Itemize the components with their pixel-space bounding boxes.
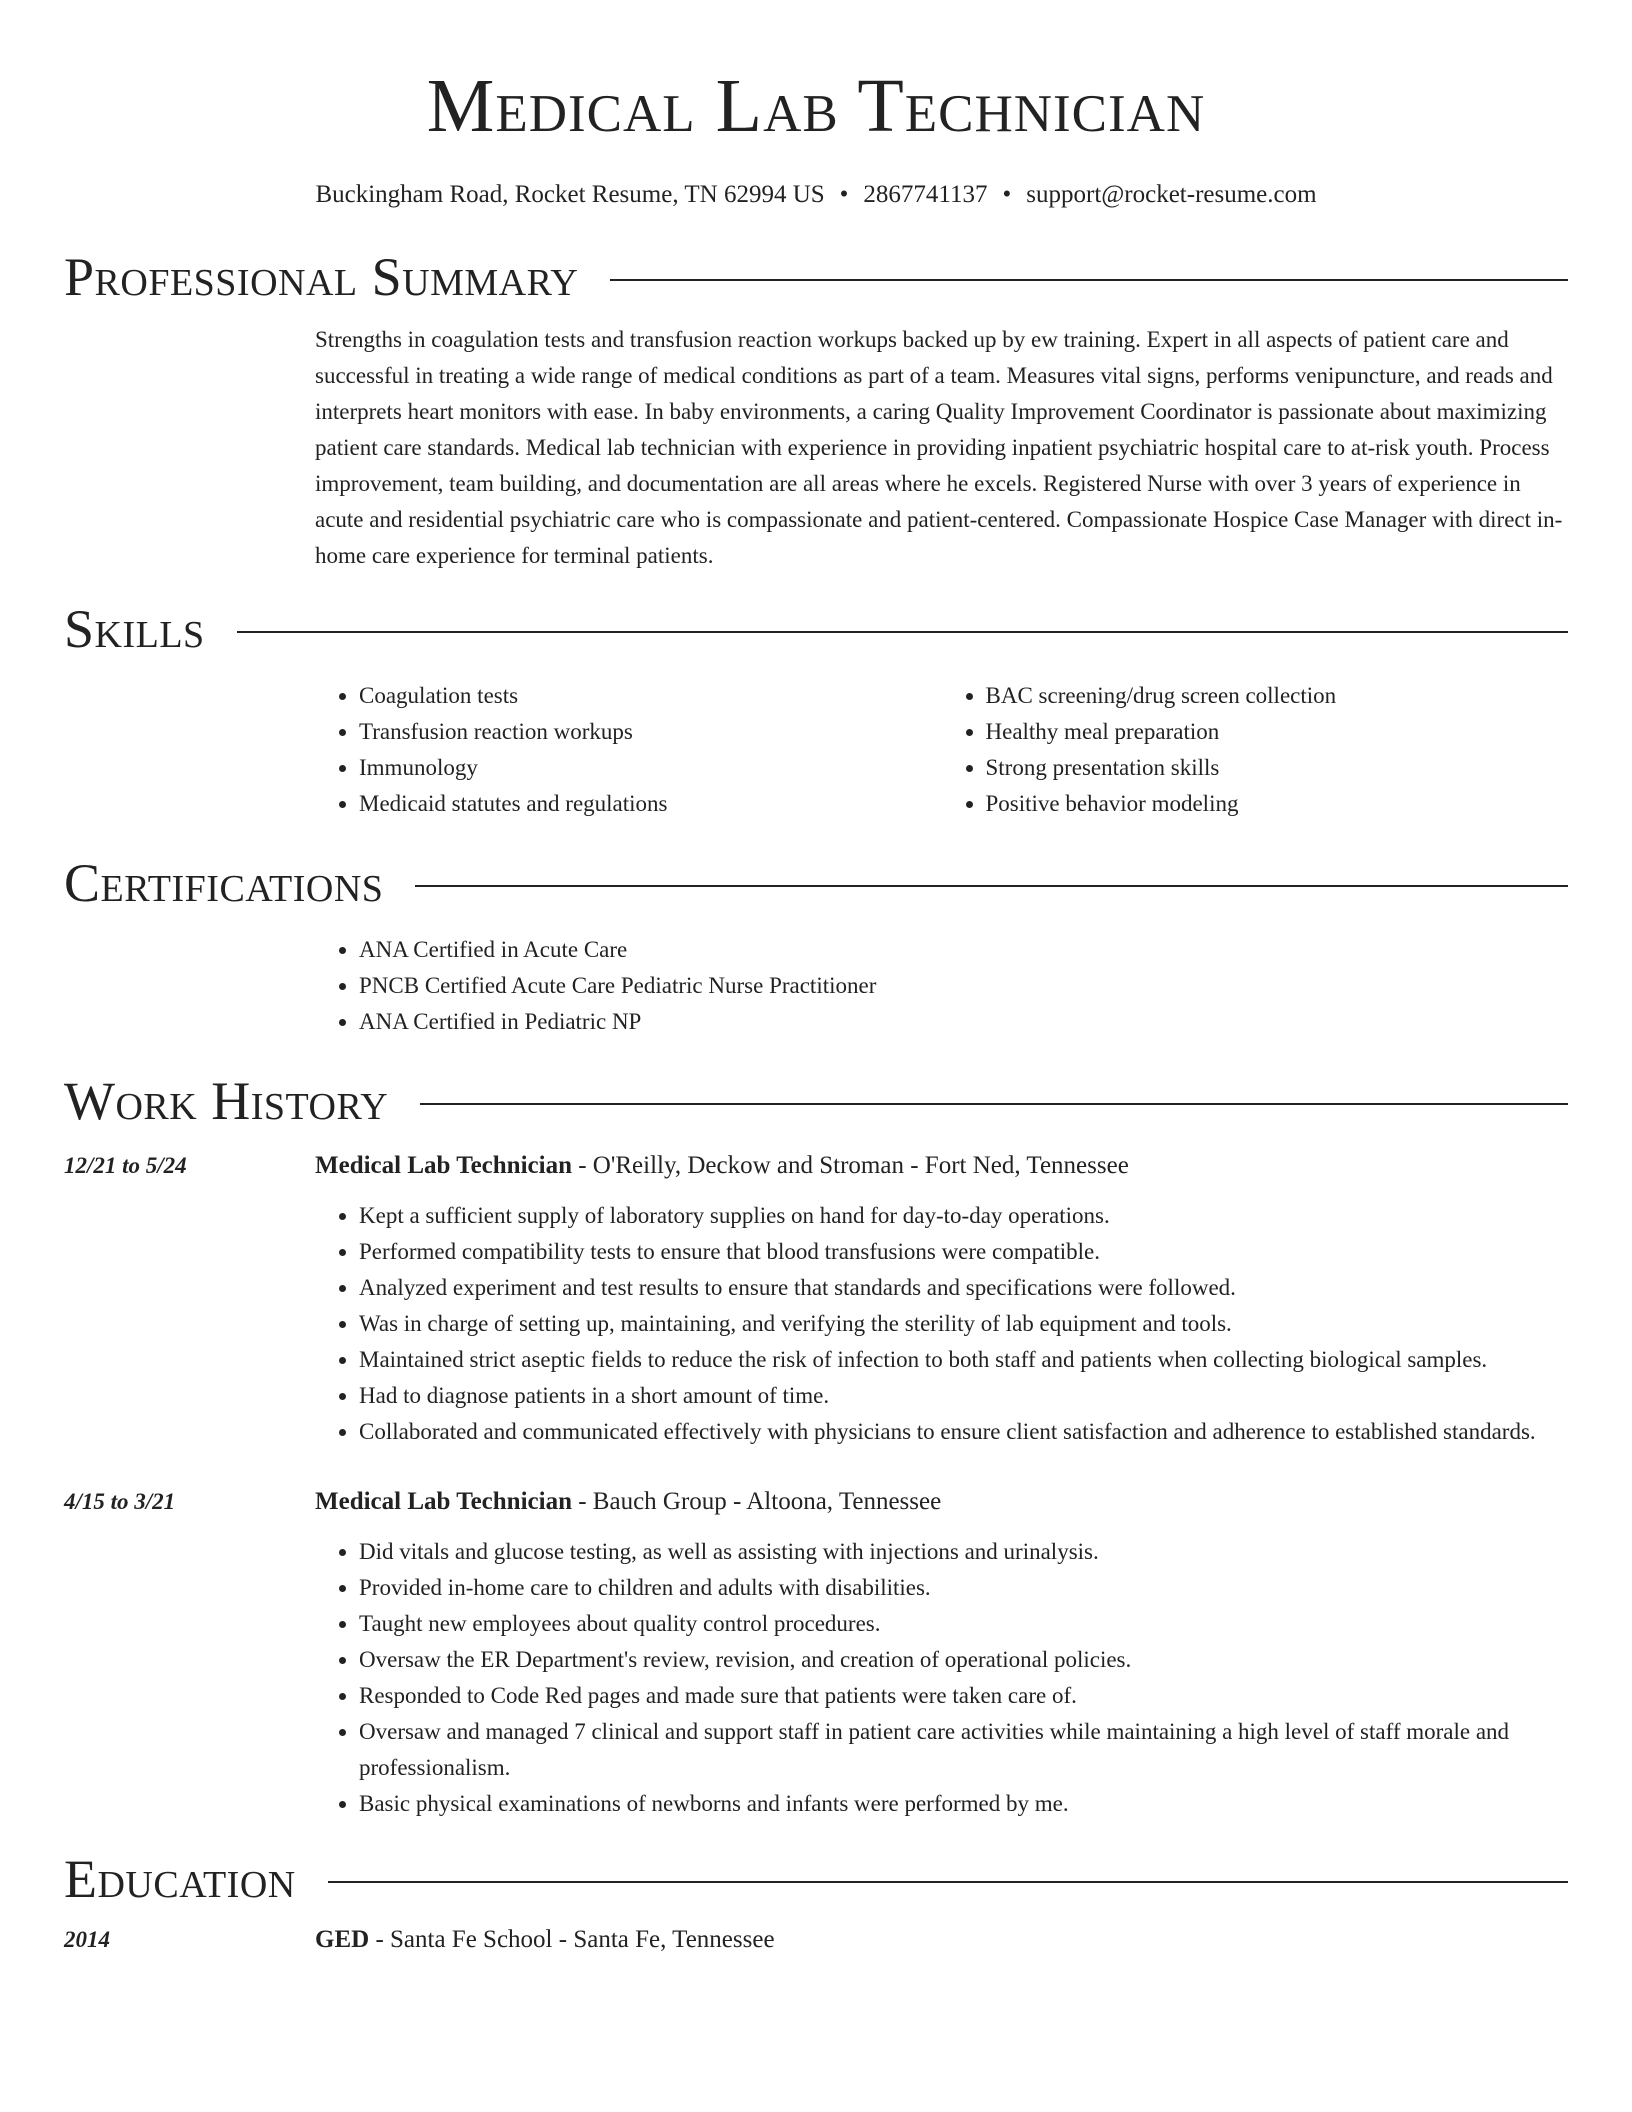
resume-title: Medical Lab Technician	[426, 64, 1206, 148]
skills-section-header	[64, 599, 1568, 659]
education-degree: GED	[315, 1926, 370, 1953]
job-bullet: • Analyzed experiment and test results to ensure that standards and specifications were followed.	[359, 1270, 1568, 1306]
education-school: - Santa Fe School - Santa Fe, Tennessee	[369, 1926, 775, 1953]
skills-list-left	[315, 678, 942, 822]
skills-rule	[237, 631, 1568, 633]
phone: 2867741137	[863, 181, 988, 208]
email: support@rocket-resume.com	[1026, 181, 1317, 208]
skill-item: • Coagulation tests	[359, 678, 942, 714]
job-bullet: • Responded to Code Red pages and made sure that patients were taken care of.	[359, 1678, 1568, 1714]
skills-heading: Skills	[64, 599, 205, 659]
resume-page	[64, 0, 1568, 1958]
job-bullet: • Provided in-home care to children and adults with disabilities.	[359, 1570, 1568, 1606]
job-employer: - Bauch Group - Altoona, Tennessee	[571, 1488, 942, 1515]
certifications-list-wrap	[315, 932, 1568, 1040]
summary-text: Strengths in coagulation tests and transfusion reaction workups backed up by ew training. Expert in all aspects of patient care and successful in treating a wide range of medical conditions as part of a team. Measures vital signs, performs venipuncture, and reads and interprets heart monitors with ease. In baby environments, a caring Quality Improvement Coordinator is passionate about maximizing patient care standards. Medical lab technician with experience in providing inpatient psychiatric hospital care to at-risk youth. Process improvement, team building, and documentation are all areas where he excels. Registered Nurse with over 3 years of experience in acute and residential psychiatric care who is compassionate and patient-centered. Compassionate Hospice Case Manager with direct in-home care experience for terminal patients.	[315, 327, 1563, 568]
skill-item: • Healthy meal preparation	[986, 714, 1569, 750]
job-bullet: • Kept a sufficient supply of laboratory supplies on hand for day-to-day operations.	[359, 1198, 1568, 1234]
job-entry-1	[64, 1148, 1568, 1450]
certification-item: • ANA Certified in Acute Care	[359, 932, 1568, 968]
job-bullet: • Oversaw the ER Department's review, revision, and creation of operational policies.	[359, 1642, 1568, 1678]
job-title: Medical Lab Technician	[315, 1152, 572, 1179]
certifications-heading: Certifications	[64, 853, 384, 913]
education-heading: Education	[64, 1849, 296, 1909]
education-content	[315, 1922, 1568, 1958]
skill-item: • Medicaid statutes and regulations	[359, 786, 942, 822]
education-entry	[64, 1922, 1568, 1958]
job-bullets	[315, 1198, 1568, 1450]
job-bullets	[315, 1534, 1568, 1822]
summary-heading: Professional Summary	[64, 247, 579, 307]
skills-grid	[315, 678, 1568, 822]
summary-rule	[610, 279, 1568, 281]
summary-section-header	[64, 247, 1568, 307]
skill-item: • Immunology	[359, 750, 942, 786]
education-year: 2014	[64, 1927, 110, 1952]
certification-item: • PNCB Certified Acute Care Pediatric Nurse Practitioner	[359, 968, 1568, 1004]
certifications-rule	[415, 885, 1568, 887]
education-section-header	[64, 1849, 1568, 1909]
job-bullet: • Did vitals and glucose testing, as well as assisting with injections and urinalysis.	[359, 1534, 1568, 1570]
skills-list-right	[942, 678, 1569, 822]
work-heading: Work History	[64, 1071, 389, 1131]
job-dates: 12/21 to 5/24	[64, 1153, 187, 1178]
job-employer: - O'Reilly, Deckow and Stroman - Fort Ned, Tennessee	[571, 1152, 1129, 1179]
job-content	[315, 1484, 1568, 1822]
separator-2: •	[1002, 181, 1012, 208]
address: Buckingham Road, Rocket Resume, TN 62994 US	[315, 181, 825, 208]
certification-item: • ANA Certified in Pediatric NP	[359, 1004, 1568, 1040]
education-line	[315, 1922, 1568, 1958]
certifications-list	[315, 932, 1568, 1040]
skill-item: • Transfusion reaction workups	[359, 714, 942, 750]
work-rule	[420, 1103, 1568, 1105]
job-title: Medical Lab Technician	[315, 1488, 572, 1515]
education-rule	[328, 1881, 1568, 1883]
job-bullet: • Oversaw and managed 7 clinical and support staff in patient care activities while maintaining a high level of staff morale and professionalism.	[359, 1714, 1568, 1786]
job-role-line	[315, 1484, 1568, 1520]
skill-item: • Strong presentation skills	[986, 750, 1569, 786]
job-entry-2	[64, 1484, 1568, 1822]
job-bullet: • Collaborated and communicated effectively with physicians to ensure client satisfaction and adherence to established standards.	[359, 1414, 1568, 1450]
work-section-header	[64, 1071, 1568, 1131]
skill-item: • BAC screening/drug screen collection	[986, 678, 1569, 714]
certifications-section-header	[64, 853, 1568, 913]
job-bullet: • Was in charge of setting up, maintaining, and verifying the sterility of lab equipment and tools.	[359, 1306, 1568, 1342]
job-content	[315, 1148, 1568, 1450]
job-bullet: • Maintained strict aseptic fields to reduce the risk of infection to both staff and patients when collecting biological samples.	[359, 1342, 1568, 1378]
job-role-line	[315, 1148, 1568, 1184]
skill-item: • Positive behavior modeling	[986, 786, 1569, 822]
job-bullet: • Taught new employees about quality control procedures.	[359, 1606, 1568, 1642]
job-bullet: • Had to diagnose patients in a short amount of time.	[359, 1378, 1568, 1414]
job-bullet: • Basic physical examinations of newborns and infants were performed by me.	[359, 1786, 1568, 1822]
separator-1: •	[839, 181, 849, 208]
job-dates: 4/15 to 3/21	[64, 1489, 176, 1514]
contact-line	[64, 180, 1568, 210]
job-bullet: • Performed compatibility tests to ensure that blood transfusions were compatible.	[359, 1234, 1568, 1270]
